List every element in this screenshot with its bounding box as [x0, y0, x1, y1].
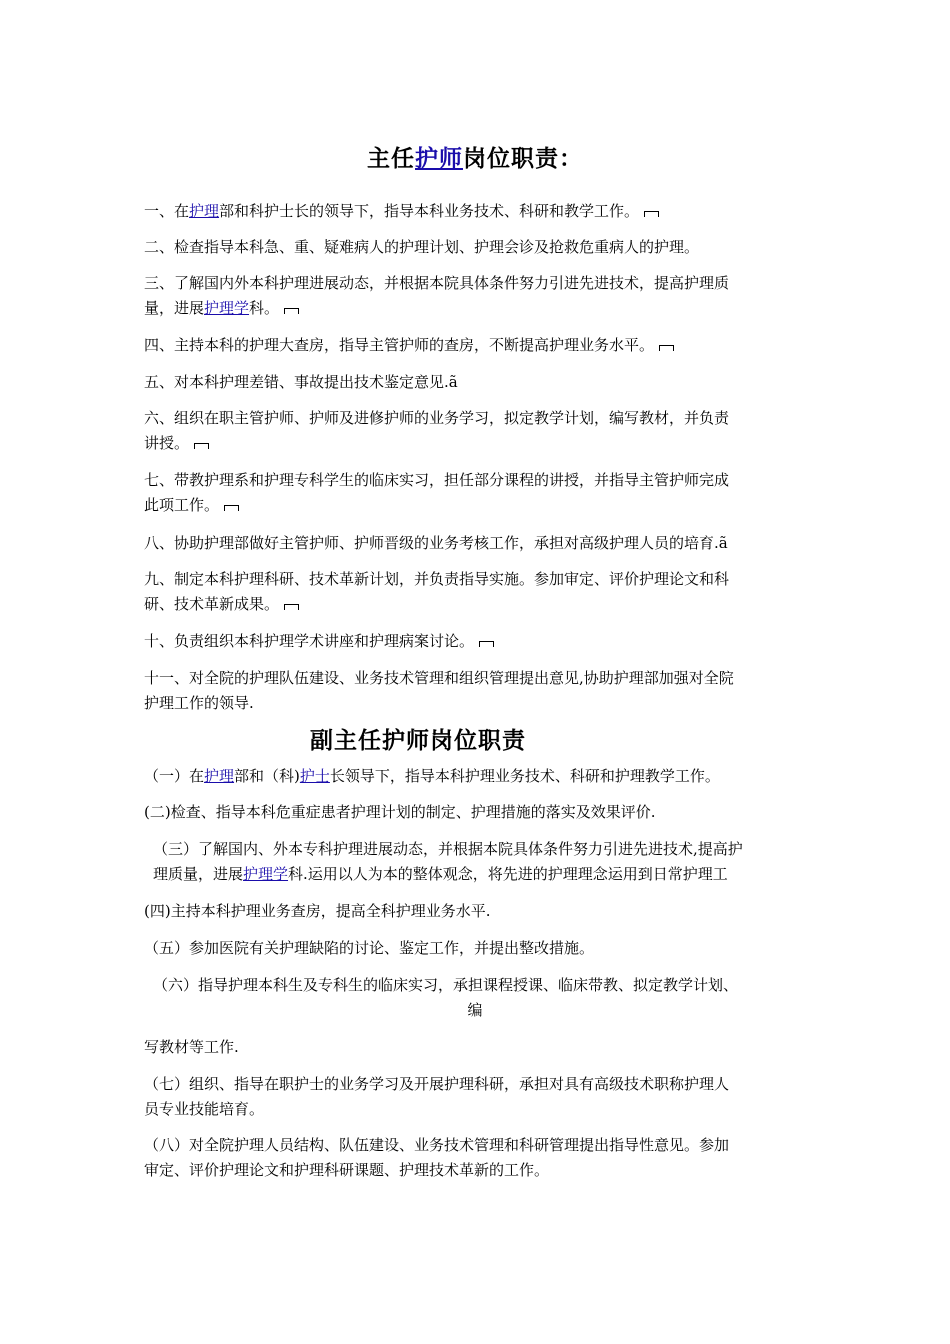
deputy-item-2: (二)检查、指导本科危重症患者护理计划的制定、护理措施的落实及效果评价. [144, 803, 656, 821]
deputy-item-1: （一）在护理部和（科)护士长领导下，指导本科护理业务技术、科研和护理教学工作。 [144, 767, 720, 785]
duty-item-1: 一、在护理部和科护士长的领导下，指导本科业务技术、科研和教学工作。 [144, 199, 808, 224]
duty-item-11: 十一、对全院的护理队伍建设、业务技术管理和组织管理提出意见,协助护理部加强对全院 护理工作的领导. [144, 669, 734, 712]
duty-item-9: 九、制定本科护理科研、技术革新计划，并负责指导实施。参加审定、评价护理论文和科 研、技术革新成果。 [144, 570, 730, 613]
deputy-item-3: （三）了解国内、外本专科护理进展动态，并根据本院具体条件努力引进先进技术,提高护 理质量，进展护理学科.运用以人为本的整体观念，将先进的护理理念运用到日常护理工 [153, 840, 743, 883]
nursing-link[interactable]: 护理 [204, 767, 235, 785]
duty-item-10: 十、负责组织本科护理学术讲座和护理病案讨论。 [144, 629, 808, 654]
page-title: 主任护师岗位职责： [367, 146, 583, 172]
return-mark-icon [194, 443, 209, 449]
duty-item-6: 六、组织在职主管护师、护师及进修护师的业务学习，拟定教学计划，编写教材，并负责 讲授。 [144, 409, 730, 452]
nursing-science-link[interactable]: 护理学 [204, 299, 250, 317]
deputy-item-6-cont: 编 [467, 1001, 483, 1019]
nursing-science-link[interactable]: 护理学 [243, 865, 289, 883]
return-mark-icon [479, 641, 494, 647]
title-link[interactable]: 护师 [415, 146, 463, 172]
deputy-item-7: （七）组织、指导在职护士的业务学习及开展护理科研，承担对具有高级技术职称护理人 员专业技能培育。 [144, 1075, 730, 1118]
return-mark-icon [659, 345, 674, 351]
deputy-item-8: （八）对全院护理人员结构、队伍建设、业务技术管理和科研管理提出指导性意见。参加 审定、评价护理论文和护理科研课题、护理技术革新的工作。 [144, 1136, 730, 1179]
return-mark-icon [284, 308, 299, 314]
return-mark-icon [644, 211, 659, 217]
duty-item-7: 七、带教护理系和护理专科学生的临床实习，担任部分课程的讲授，并指导主管护师完成 此项工作。 [144, 471, 730, 514]
return-mark-icon [284, 604, 299, 610]
nurse-link[interactable]: 护士 [299, 767, 330, 785]
duty-item-5: 五、对本科护理差错、事故提出技术鉴定意见.ã [144, 373, 458, 391]
duty-item-3: 三、了解国内外本科护理进展动态，并根据本院具体条件努力引进先进技术，提高护理质 量，进展护理学科。 [144, 274, 730, 317]
deputy-item-6-tail: 写教材等工作. [144, 1038, 239, 1056]
nursing-link[interactable]: 护理 [189, 202, 220, 220]
section-title: 副主任护师岗位职责 [310, 728, 526, 754]
deputy-item-6: （六）指导护理本科生及专科生的临床实习，承担课程授课、临床带教、拟定教学计划、 [153, 976, 739, 994]
duty-item-2: 二、检查指导本科急、重、疑难病人的护理计划、护理会诊及抢救危重病人的护理。 [144, 238, 700, 256]
return-mark-icon [224, 505, 239, 511]
duty-item-8: 八、协助护理部做好主管护师、护师晋级的业务考核工作，承担对高级护理人员的培育.ã [144, 534, 728, 552]
deputy-item-4: (四)主持本科护理业务查房，提高全科护理业务水平. [144, 902, 491, 920]
deputy-item-5: （五）参加医院有关护理缺陷的讨论、鉴定工作，并提出整改措施。 [144, 939, 595, 957]
duty-item-4: 四、主持本科的护理大查房，指导主管护师的查房，不断提高护理业务水平。 [144, 333, 808, 358]
